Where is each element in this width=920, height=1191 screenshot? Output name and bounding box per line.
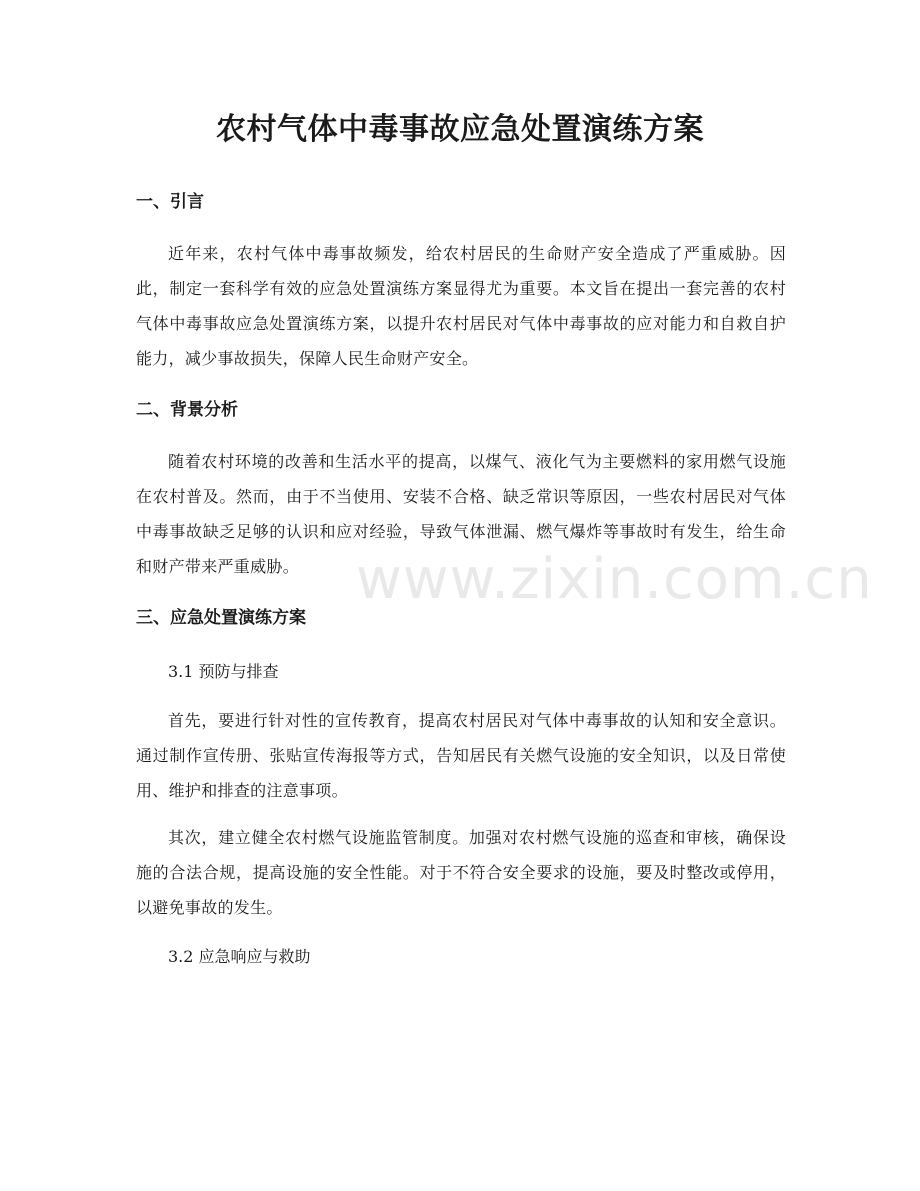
document-title: 农村气体中毒事故应急处置演练方案 <box>216 112 704 147</box>
section-heading-intro: 一、引言 <box>136 192 204 212</box>
section-heading-plan: 三、应急处置演练方案 <box>136 608 306 628</box>
intro-paragraph: 近年来，农村气体中毒事故频发，给农村居民的生命财产安全造成了严重威胁。因此，制定一套科学有效的应急处置演练方案显得尤为重要。本文旨在提出一套完善的农村气体中毒事故应急处置演练方案，以提升农村居民对气体中毒事故的应对能力和自救自护能力，减少事故损失，保障人民生命财产安全。 <box>136 244 786 368</box>
prevention-paragraph-2: 其次，建立健全农村燃气设施监管制度。加强对农村燃气设施的巡查和审核，确保设施的合法合规，提高设施的安全性能。对于不符合安全要求的设施，要及时整改或停用，以避免事故的发生。 <box>136 828 786 917</box>
background-paragraph: 随着农村环境的改善和生活水平的提高，以煤气、液化气为主要燃料的家用燃气设施在农村普及。然而，由于不当使用、安装不合格、缺乏常识等原因，一些农村居民对气体中毒事故缺乏足够的认识和应对经验，导致气体泄漏、燃气爆炸等事故时有发生，给生命和财产带来严重威胁。 <box>136 452 786 576</box>
subsection-heading-response: 3.2 应急响应与救助 <box>168 947 311 966</box>
subsection-heading-prevention: 3.1 预防与排查 <box>168 662 279 681</box>
watermark: www.zixin.com.cn <box>356 547 873 612</box>
prevention-paragraph-1: 首先，要进行针对性的宣传教育，提高农村居民对气体中毒事故的认知和安全意识。通过制作宣传册、张贴宣传海报等方式，告知居民有关燃气设施的安全知识，以及日常使用、维护和排查的注意事项。 <box>136 711 786 800</box>
section-heading-background: 二、背景分析 <box>136 400 238 420</box>
